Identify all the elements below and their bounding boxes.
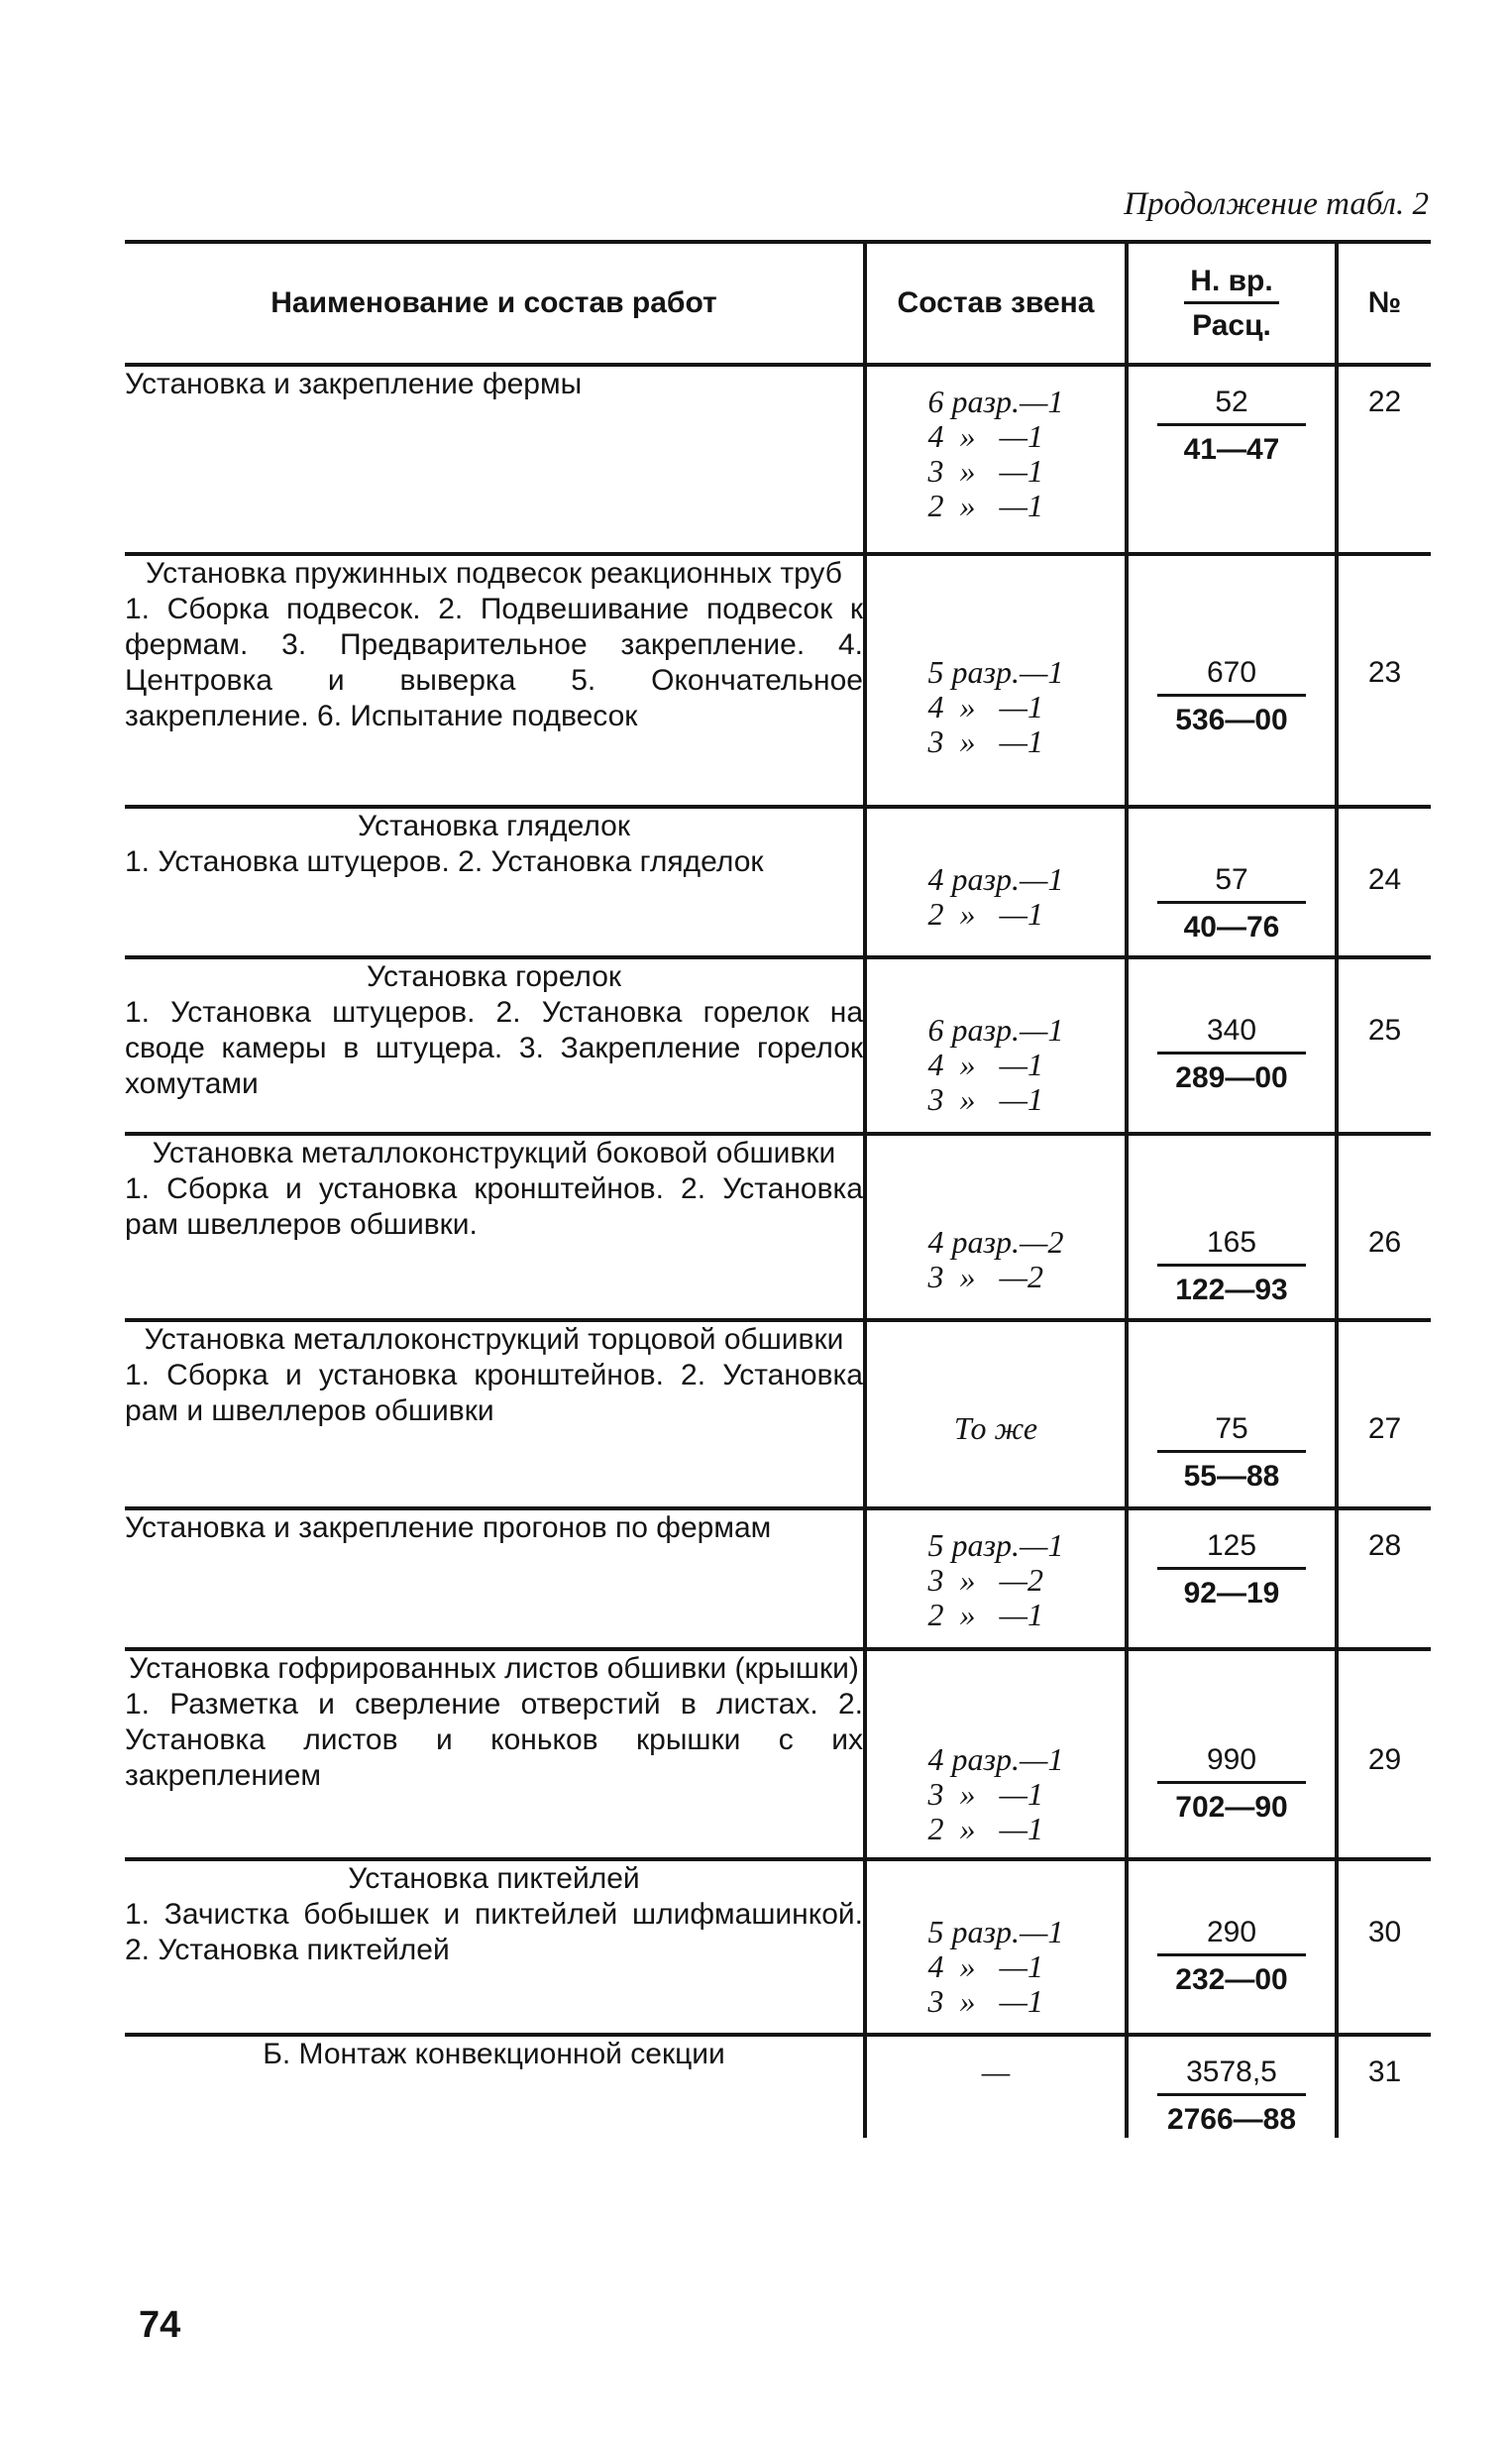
work-name-cell (125, 957, 865, 1134)
norm-time: 125 (1157, 1528, 1306, 1570)
crew-line: 4 разр.—2 (927, 1224, 1064, 1260)
crew-cell (865, 365, 1127, 554)
row-number-cell (1337, 554, 1431, 807)
rate: 122—93 (1175, 1274, 1288, 1306)
row-number-cell (1337, 365, 1431, 554)
rate: 55—88 (1183, 1460, 1280, 1493)
header-norm-rate (1127, 242, 1337, 365)
crew-line: 3 » —1 (927, 1983, 1043, 2019)
table-continuation-caption: Продолжение табл. 2 (1124, 186, 1429, 222)
crew-line: 4 разр.—1 (927, 1741, 1064, 1777)
norm-time: 670 (1157, 655, 1306, 697)
norm-rate-cell (1127, 807, 1337, 957)
table-row (125, 1320, 1431, 1508)
row-number: 26 (1367, 1226, 1402, 1259)
crew-cell (865, 1508, 1127, 1649)
rate: 536—00 (1175, 704, 1288, 736)
row-number-cell (1337, 1134, 1431, 1320)
crew-line: 5 разр.—1 (927, 1527, 1064, 1563)
crew-line: 3 » —1 (927, 723, 1043, 759)
row-number: 24 (1367, 863, 1402, 896)
work-description: 1. Сборка подвесок. 2. Подвешивание подвесок к фермам. 3. Предварительное закрепление. 4. Центровка и выверка 5. Окончательное закрепление. 6. Испытание подвесок (125, 593, 863, 732)
table-row (125, 365, 1431, 554)
row-number: 23 (1367, 656, 1402, 689)
work-title: Установка и закрепление фермы (125, 368, 583, 400)
rate: 702—90 (1175, 1791, 1288, 1824)
table-row (125, 1508, 1431, 1649)
row-number-cell (1337, 1649, 1431, 1859)
crew-cell (865, 1134, 1127, 1320)
row-number: 25 (1367, 1014, 1402, 1047)
crew-cell (865, 1649, 1127, 1859)
work-title: Установка и закрепление прогонов по фермам (125, 1511, 772, 1544)
crew-line: 4 » —1 (927, 1047, 1043, 1082)
header-work-name: Наименование и состав работ (270, 286, 717, 319)
norm-time: 990 (1157, 1742, 1306, 1784)
work-name-cell (125, 1320, 865, 1508)
crew-line: 3 » —1 (927, 453, 1043, 489)
work-name-cell (125, 1508, 865, 1649)
work-name-cell (125, 365, 865, 554)
row-number-cell (1337, 1508, 1431, 1649)
table-row (125, 1649, 1431, 1859)
crew-cell (865, 1320, 1127, 1508)
crew-line: 4 разр.—1 (927, 861, 1064, 897)
work-name-cell (125, 807, 865, 957)
crew-line: 6 разр.—1 (927, 384, 1064, 419)
norm-time: 3578,5 (1157, 2055, 1306, 2096)
work-description: 1. Установка штуцеров. 2. Установка горелок на своде камеры в штуцера. 3. Закрепление горелок хомутами (125, 996, 863, 1100)
norm-rate-cell (1127, 365, 1337, 554)
rate: 289—00 (1175, 1061, 1288, 1094)
norm-time: 165 (1157, 1225, 1306, 1267)
work-description: 1. Установка штуцеров. 2. Установка гляделок (125, 845, 764, 878)
crew-cell (865, 1859, 1127, 2035)
work-name-cell (125, 1859, 865, 2035)
crew-cell (865, 2035, 1127, 2138)
norm-rate-cell (1127, 2035, 1337, 2138)
norm-time: 52 (1157, 385, 1306, 426)
row-number: 30 (1367, 1916, 1402, 1948)
crew-line: 4 » —1 (927, 1948, 1043, 1984)
norm-rate-cell (1127, 1320, 1337, 1508)
crew-line: 3 » —1 (927, 1081, 1043, 1117)
work-description: 1. Разметка и сверление отверстий в листах. 2. Установка листов и коньков крышки с их закреплением (125, 1688, 863, 1792)
crew-cell (865, 957, 1127, 1134)
crew-line: То же (953, 1410, 1038, 1446)
work-description: 1. Сборка и установка кронштейнов. 2. Установка рам и швеллеров обшивки (125, 1359, 863, 1427)
crew-cell (865, 554, 1127, 807)
row-number-cell (1337, 1320, 1431, 1508)
row-number-cell (1337, 807, 1431, 957)
norm-rate-cell (1127, 1859, 1337, 2035)
rate: 92—19 (1183, 1577, 1280, 1610)
rate: 232—00 (1175, 1963, 1288, 1996)
work-title: Установка пружинных подвесок реакционных труб (146, 557, 842, 590)
table-row (125, 2035, 1431, 2138)
norm-time: 75 (1157, 1411, 1306, 1453)
work-name-cell (125, 1134, 865, 1320)
crew-line: — (981, 2054, 1011, 2089)
norms-table (125, 240, 1431, 2138)
table-row (125, 1859, 1431, 2035)
rate: 2766—88 (1166, 2103, 1297, 2136)
crew-line: 3 » —2 (927, 1259, 1043, 1294)
header-norm-time: Н. вр. (1184, 264, 1278, 304)
rate: 41—47 (1183, 433, 1280, 466)
norm-rate-cell (1127, 957, 1337, 1134)
norm-rate-cell (1127, 1508, 1337, 1649)
table-row (125, 957, 1431, 1134)
norm-time: 340 (1157, 1013, 1306, 1055)
work-title: Установка металлоконструкций торцовой обшивки (144, 1323, 844, 1356)
row-number-cell (1337, 957, 1431, 1134)
rate: 40—76 (1183, 911, 1280, 944)
crew-line: 6 разр.—1 (927, 1012, 1064, 1048)
crew-line: 3 » —2 (927, 1562, 1043, 1598)
norm-time: 290 (1157, 1915, 1306, 1956)
row-number: 22 (1367, 386, 1402, 418)
work-description: 1. Зачистка бобышек и пиктейлей шлифмашинкой. 2. Установка пиктейлей (125, 1898, 863, 1966)
crew-line: 5 разр.—1 (927, 654, 1064, 690)
table-row (125, 1134, 1431, 1320)
crew-line: 4 » —1 (927, 418, 1043, 454)
header-rate: Расц. (1192, 308, 1271, 342)
work-title: Б. Монтаж конвекционной секции (263, 2038, 725, 2070)
row-number: 31 (1367, 2055, 1402, 2088)
crew-line: 5 разр.—1 (927, 1914, 1064, 1949)
row-number-cell (1337, 2035, 1431, 2138)
work-title: Установка металлоконструкций боковой обшивки (152, 1137, 836, 1169)
table-header-row (125, 242, 1431, 365)
crew-line: 2 » —1 (927, 896, 1043, 932)
crew-cell (865, 807, 1127, 957)
header-crew: Состав звена (865, 242, 1127, 365)
table-row (125, 554, 1431, 807)
work-name-cell (125, 554, 865, 807)
norm-time: 57 (1157, 862, 1306, 904)
crew-line: 2 » —1 (927, 1811, 1043, 1846)
work-title: Установка гляделок (357, 810, 630, 842)
header-number: № (1337, 242, 1431, 365)
work-name-cell (125, 1649, 865, 1859)
work-title: Установка пиктейлей (348, 1862, 640, 1895)
table-row (125, 807, 1431, 957)
norm-rate-cell (1127, 1134, 1337, 1320)
work-name-cell (125, 2035, 865, 2138)
row-number: 29 (1367, 1743, 1402, 1776)
work-description: 1. Сборка и установка кронштейнов. 2. Установка рам швеллеров обшивки. (125, 1172, 863, 1241)
crew-line: 4 » —1 (927, 689, 1043, 724)
page-number: 74 (139, 2304, 181, 2346)
crew-line: 2 » —1 (927, 1597, 1043, 1632)
row-number: 28 (1367, 1529, 1402, 1562)
crew-line: 3 » —1 (927, 1776, 1043, 1812)
work-title: Установка горелок (366, 960, 622, 993)
norm-rate-cell (1127, 1649, 1337, 1859)
norm-rate-cell (1127, 554, 1337, 807)
crew-line: 2 » —1 (927, 488, 1043, 523)
row-number-cell (1337, 1859, 1431, 2035)
row-number: 27 (1367, 1412, 1402, 1445)
work-title: Установка гофрированных листов обшивки (крышки) (129, 1652, 859, 1685)
